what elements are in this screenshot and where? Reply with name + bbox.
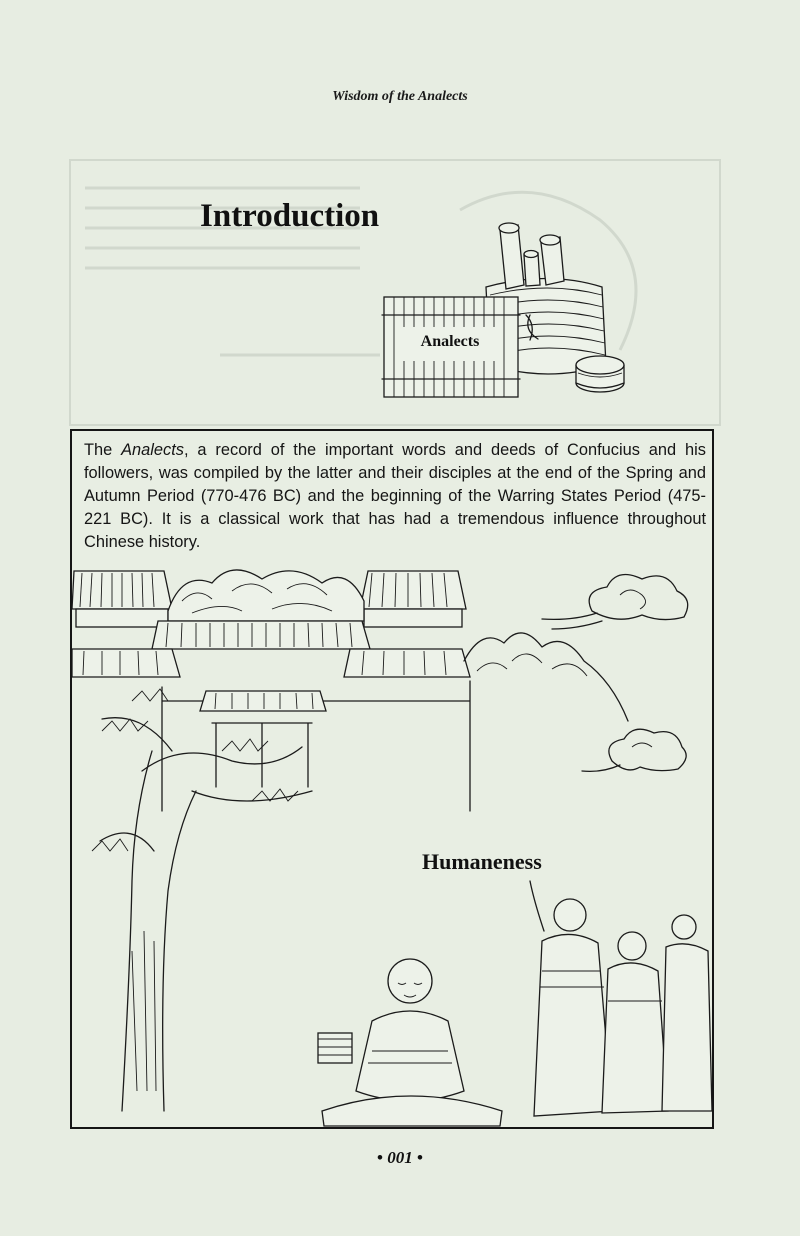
intro-book-title: Analects bbox=[121, 441, 184, 459]
page-number bbox=[0, 1148, 800, 1168]
right-tower-icon bbox=[360, 571, 466, 627]
intro-prefix: The bbox=[84, 441, 122, 459]
cloud-icon bbox=[582, 729, 686, 771]
intro-paragraph bbox=[84, 439, 706, 554]
page-bullet-left: • bbox=[377, 1148, 383, 1167]
intro-body: , a record of the important words and deeds of Confucius and his followers, was compiled by the latter and their disciples at the end of the Spring and Autumn Period (770-476 BC) and the beginning of the Warring States Period (475-221 BC). It is a classical work that has had a tremendous influence throughout Chinese history. bbox=[84, 441, 706, 551]
illustrated-panel bbox=[70, 429, 714, 1129]
standing-figures-icon bbox=[530, 881, 712, 1116]
running-header: Wisdom of the Analects bbox=[332, 89, 468, 104]
pine-tree-icon bbox=[92, 689, 312, 1111]
illustration-caption: Humaneness bbox=[422, 849, 542, 874]
scroll-label: Analects bbox=[420, 333, 480, 350]
left-tower-icon bbox=[72, 571, 172, 627]
section-title: Introduction bbox=[200, 198, 380, 234]
cloud-icon bbox=[542, 575, 688, 630]
bamboo-scrolls-illustration bbox=[378, 215, 640, 410]
page-number-value: 001 bbox=[387, 1148, 413, 1167]
palace-and-figures-illustration bbox=[72, 551, 712, 1129]
page-bullet-right: • bbox=[417, 1148, 423, 1167]
